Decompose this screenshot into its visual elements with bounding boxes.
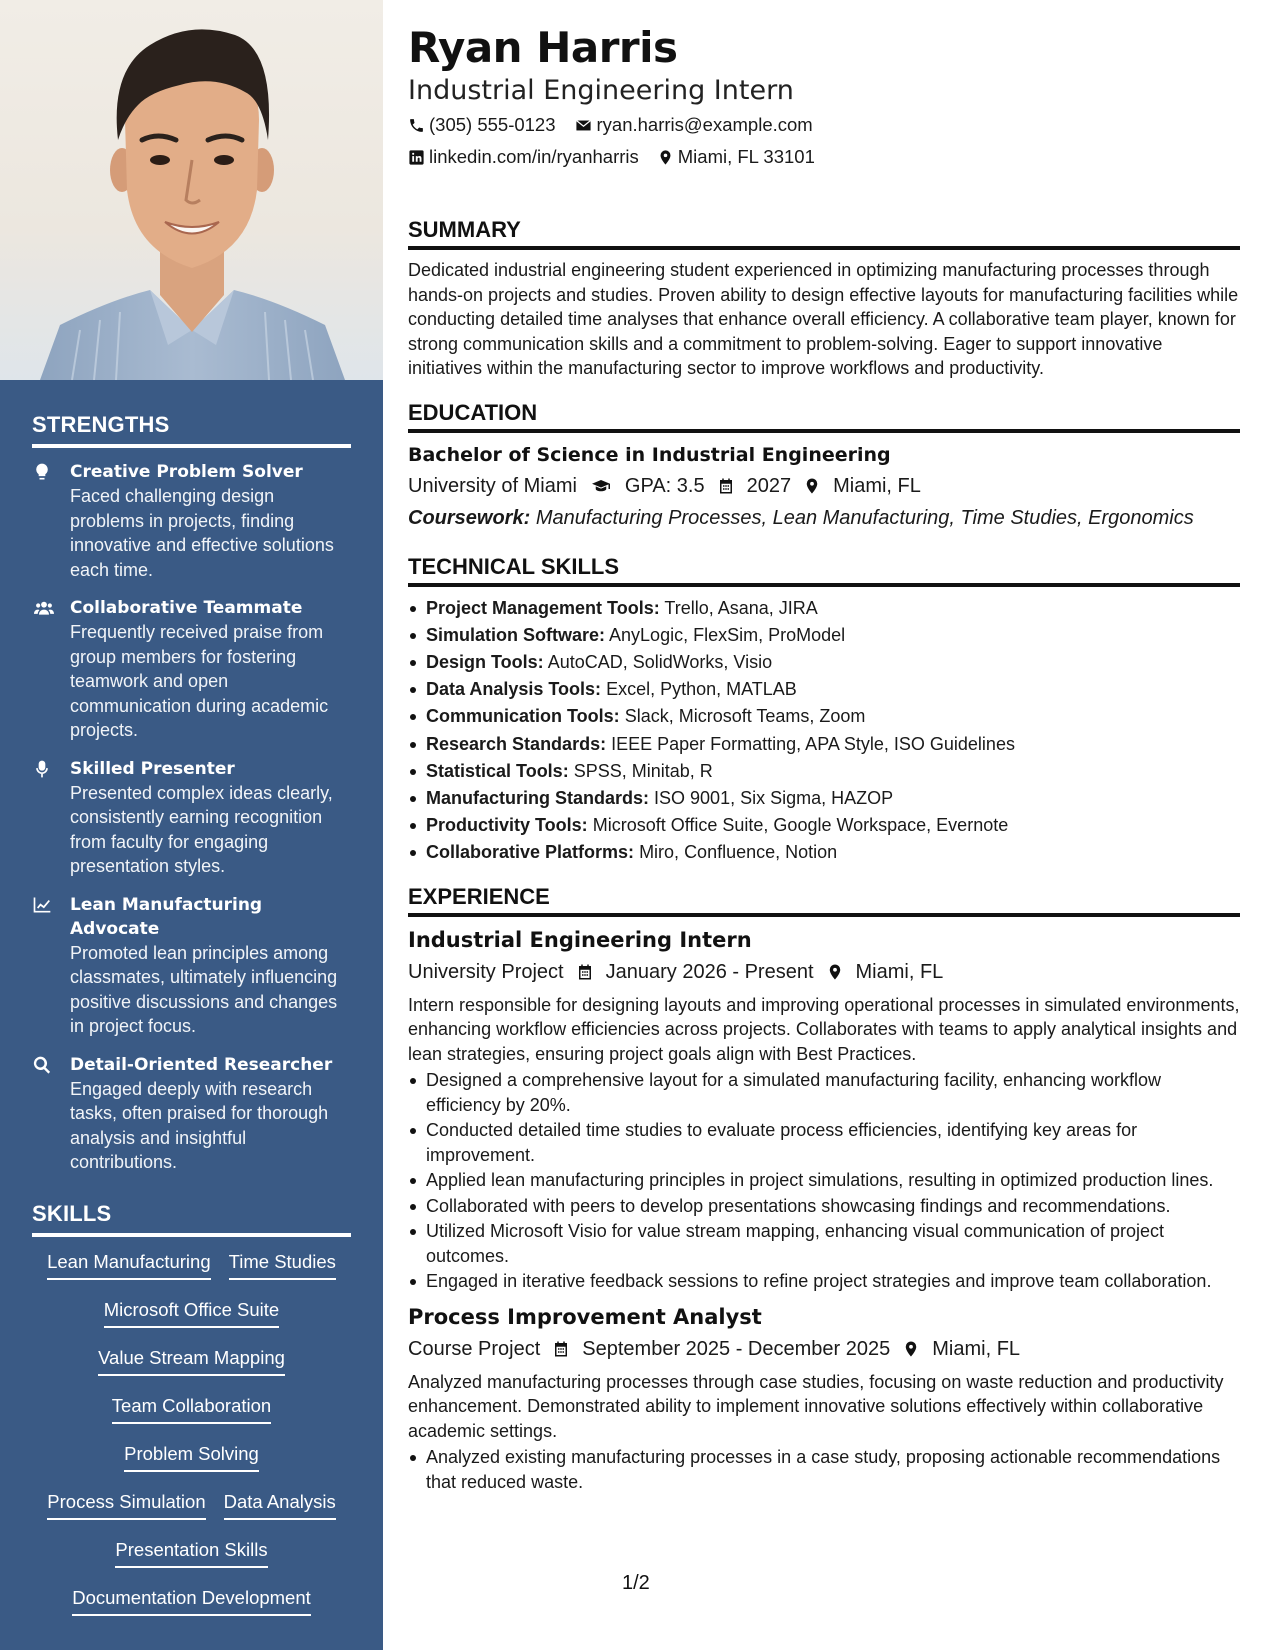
education-gpa: GPA: 3.5: [624, 474, 705, 497]
strength-title: Detail-Oriented Researcher: [70, 1054, 333, 1075]
skill-row: [32, 1585, 351, 1616]
strength-description: Presented complex ideas clearly, consistently earning recognition from faculty for engaging presentation styles.: [70, 782, 333, 876]
job-dates: September 2025 - December 2025: [582, 1337, 891, 1360]
contact-row: [408, 144, 1240, 170]
email-text: ryan.harris@example.com: [596, 114, 813, 135]
map-pin-icon: [902, 1340, 920, 1358]
map-pin-icon: [803, 477, 821, 495]
location-text: Miami, FL 33101: [677, 146, 815, 167]
phone-contact: [408, 112, 556, 138]
strength-title: Creative Problem Solver: [70, 462, 303, 482]
job-org: University Project: [408, 960, 564, 983]
education-year: 2027: [746, 474, 792, 497]
technical-skills-heading: TECHNICAL SKILLS: [408, 553, 1240, 587]
location-contact: [657, 144, 815, 170]
education-coursework: [408, 503, 1240, 533]
list-item: Applied lean manufacturing principles in project simulations, resulting in optimized production lines.: [408, 1168, 1240, 1193]
sidebar-content: [32, 412, 351, 1633]
main-content: [408, 22, 1240, 1495]
list-item: Conducted detailed time studies to evaluate process efficiencies, identifying key areas for improvement.: [408, 1118, 1240, 1167]
microphone-icon: [32, 757, 70, 879]
contact-row: [408, 112, 1240, 138]
list-item: Designed a comprehensive layout for a simulated manufacturing facility, enhancing workflow efficiency by 20%.: [408, 1068, 1240, 1117]
search-icon: [32, 1053, 70, 1175]
skill-tag: Presentation Skills: [115, 1537, 267, 1568]
list-item: Statistical Tools: SPSS, Minitab, R: [408, 758, 1240, 785]
list-item: Research Standards: IEEE Paper Formatting, APA Style, ISO Guidelines: [408, 731, 1240, 758]
list-item: Productivity Tools: Microsoft Office Suite, Google Workspace, Evernote: [408, 812, 1240, 839]
linkedin-icon: [408, 149, 425, 166]
list-item: Utilized Microsoft Visio for value stream mapping, enhancing visual communication of project outcomes.: [408, 1219, 1240, 1268]
users-icon: [32, 596, 70, 743]
list-item: Simulation Software: AnyLogic, FlexSim, ProModel: [408, 622, 1240, 649]
skill-tag: Problem Solving: [124, 1441, 259, 1472]
list-item: Collaborated with peers to develop presentations showcasing findings and recommendations.: [408, 1194, 1240, 1219]
strength-title: Lean Manufacturing Advocate: [70, 894, 263, 939]
email-contact[interactable]: [574, 112, 813, 138]
coursework-list: Manufacturing Processes, Lean Manufacturing, Time Studies, Ergonomics: [535, 506, 1194, 529]
calendar-icon: [576, 963, 594, 981]
candidate-title: Industrial Engineering Intern: [408, 75, 794, 106]
job-title: Process Improvement Analyst: [408, 1304, 762, 1329]
linkedin-text: linkedin.com/in/ryanharris: [429, 146, 639, 167]
strength-description: Engaged deeply with research tasks, often praised for thorough analysis and insightful contributions.: [70, 1078, 329, 1172]
education-school: University of Miami: [408, 474, 577, 497]
strength-title: Collaborative Teammate: [70, 598, 303, 618]
skill-row: [32, 1537, 351, 1568]
candidate-name: Ryan Harris: [408, 23, 678, 72]
graduation-cap-icon: [589, 477, 613, 495]
job-meta: [408, 1334, 1240, 1364]
calendar-icon: [717, 477, 735, 495]
list-item: Analyzed existing manufacturing processes in a case study, proposing actionable recommendations that reduced waste.: [408, 1445, 1240, 1494]
skill-tag: Value Stream Mapping: [98, 1345, 285, 1376]
job-location: Miami, FL: [855, 960, 944, 983]
skill-tag: Microsoft Office Suite: [104, 1297, 279, 1328]
lightbulb-icon: [32, 460, 70, 582]
list-item: Manufacturing Standards: ISO 9001, Six Sigma, HAZOP: [408, 785, 1240, 812]
skill-row: [32, 1393, 351, 1424]
skill-row: [32, 1297, 351, 1328]
map-pin-icon: [826, 963, 844, 981]
education-degree: Bachelor of Science in Industrial Engineering: [408, 443, 891, 466]
list-item: Design Tools: AutoCAD, SolidWorks, Visio: [408, 649, 1240, 676]
coursework-label: Coursework:: [408, 506, 531, 529]
job-entry: [408, 1302, 1240, 1495]
list-item: Data Analysis Tools: Excel, Python, MATLAB: [408, 676, 1240, 703]
skill-row: [32, 1489, 351, 1520]
skills-heading: SKILLS: [32, 1201, 351, 1237]
strength-item: [32, 596, 351, 743]
experience-heading: EXPERIENCE: [408, 883, 1240, 917]
profile-photo: [0, 0, 383, 380]
skill-row: [32, 1441, 351, 1472]
education-location: Miami, FL: [833, 474, 921, 497]
envelope-icon: [574, 117, 593, 134]
linkedin-contact[interactable]: [408, 144, 639, 170]
profile-photo-illustration: [0, 0, 383, 380]
strengths-heading: STRENGTHS: [32, 412, 351, 448]
chart-line-icon: [32, 893, 70, 1039]
map-pin-icon: [657, 149, 674, 166]
skill-row: [32, 1249, 351, 1280]
skill-tag: Lean Manufacturing: [47, 1249, 211, 1280]
skill-tag: Data Analysis: [224, 1489, 336, 1520]
strength-item: [32, 1053, 351, 1175]
summary-text: Dedicated industrial engineering student experienced in optimizing manufacturing processes through hands-on projects and studies. Proven ability to design effective layouts for manufacturing facilities while conducting detailed time analyses that enhance overall efficiency. A collaborative team player, known for strong communication skills and a commitment to problem-solving. Eager to support innovative initiatives within the manufacturing sector to improve workflows and productivity.: [408, 260, 1239, 378]
job-location: Miami, FL: [932, 1337, 1021, 1360]
education-meta: [408, 471, 1240, 501]
job-description: Analyzed manufacturing processes through case studies, focusing on waste reduction and productivity enhancement. Demonstrated ability to implement innovative solutions effectively within collaborative academic settings.: [408, 1371, 1224, 1441]
list-item: Project Management Tools: Trello, Asana, JIRA: [408, 595, 1240, 622]
list-item: Engaged in iterative feedback sessions to refine project strategies and improve team collaboration.: [408, 1269, 1240, 1294]
skill-row: [32, 1345, 351, 1376]
skill-tag: Documentation Development: [72, 1585, 311, 1616]
education-heading: EDUCATION: [408, 399, 1240, 433]
strength-description: Faced challenging design problems in projects, finding innovative and effective solutions each time.: [70, 486, 334, 580]
job-dates: January 2026 - Present: [605, 960, 814, 983]
phone-text: (305) 555-0123: [429, 114, 556, 135]
list-item: Collaborative Platforms: Miro, Confluence, Notion: [408, 839, 1240, 866]
job-title: Industrial Engineering Intern: [408, 927, 752, 952]
calendar-icon: [552, 1340, 570, 1358]
skill-tag: Team Collaboration: [112, 1393, 271, 1424]
job-bullets: [408, 1068, 1240, 1294]
strength-description: Promoted lean principles among classmates, ultimately influencing positive discussions and changes in project focus.: [70, 942, 338, 1036]
strength-item: [32, 460, 351, 582]
technical-skills-list: [408, 595, 1240, 867]
sidebar: [0, 0, 383, 1650]
strength-item: [32, 757, 351, 879]
strength-item: [32, 893, 351, 1039]
strength-description: Frequently received praise from group members for fostering teamwork and open communication during academic projects.: [70, 622, 329, 740]
skill-tag: Process Simulation: [47, 1489, 205, 1520]
job-description: Intern responsible for designing layouts and improving operational processes in simulated environments, enhancing workflow efficiencies across projects. Collaborates with teams to apply analytical insights and lean strategies, ensuring project goals align with Best Practices.: [408, 994, 1240, 1064]
skill-tag: Time Studies: [229, 1249, 336, 1280]
job-meta: [408, 957, 1240, 987]
job-entry: [408, 925, 1240, 1294]
job-org: Course Project: [408, 1337, 541, 1360]
phone-icon: [408, 117, 425, 134]
page-number: 1/2: [622, 1572, 650, 1594]
summary-heading: SUMMARY: [408, 216, 1240, 250]
list-item: Communication Tools: Slack, Microsoft Teams, Zoom: [408, 703, 1240, 730]
strength-title: Skilled Presenter: [70, 758, 235, 779]
job-bullets: [408, 1445, 1240, 1494]
